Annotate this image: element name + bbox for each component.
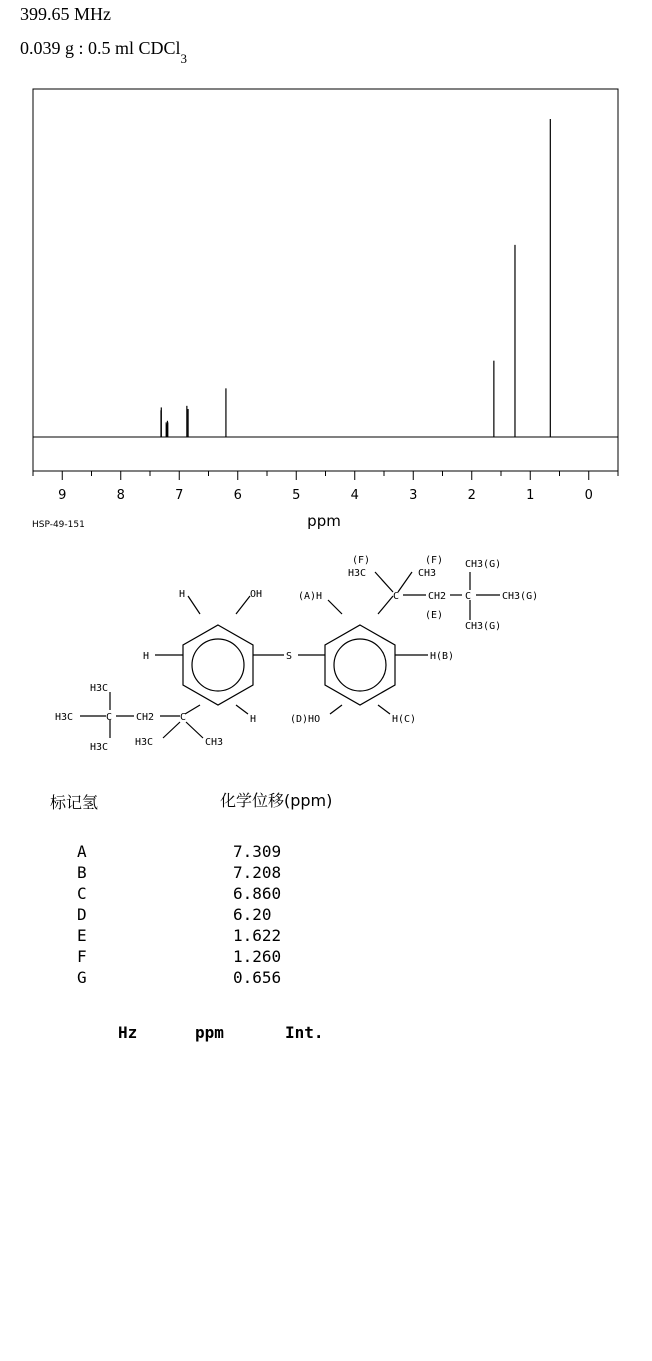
struct-c-quat1: C (393, 591, 400, 602)
x-tick-label: 1 (526, 488, 535, 503)
struct-f2: (F) (425, 555, 444, 566)
ring-right (325, 625, 395, 705)
x-tick-label: 4 (350, 488, 359, 503)
struct-d-ho: (D)HO (290, 714, 321, 725)
assignment-shift: 6.20 (233, 905, 272, 924)
x-tick-label: 7 (175, 488, 184, 503)
x-tick-label: 2 (467, 488, 476, 503)
peak-header-ppm: ppm (195, 1023, 224, 1042)
struct-ch3-f: CH3 (418, 568, 437, 579)
x-tick-label: 8 (116, 488, 125, 503)
struct-h3c-l2: H3C (55, 712, 74, 723)
assignment-shift: 1.260 (233, 947, 282, 966)
assignment-label: E (77, 926, 87, 945)
x-tick-label: 0 (584, 488, 593, 503)
struct-c-left2: C (180, 712, 187, 723)
x-tick-label: 5 (292, 488, 301, 503)
assignment-header-label: 标记氢 (50, 793, 99, 812)
struct-ch3-left: CH3 (205, 737, 224, 748)
struct-ch2-left: CH2 (136, 712, 155, 723)
x-axis-label: ppm (307, 512, 341, 530)
struct-h3c-l1: H3C (90, 683, 109, 694)
assignment-shift: 6.860 (233, 884, 282, 903)
spectrum-code: HSP-49-151 (32, 520, 85, 530)
assignment-shift: 0.656 (233, 968, 282, 987)
ring-right-aromatic (334, 639, 386, 691)
x-tick-label: 6 (233, 488, 242, 503)
assignment-shift: 7.208 (233, 863, 282, 882)
struct-oh: OH (250, 589, 263, 600)
struct-e: (E) (425, 610, 444, 621)
peak-header-hz: Hz (118, 1023, 138, 1042)
peak-header-int: Int. (285, 1023, 324, 1042)
struct-ch2-right: CH2 (428, 591, 447, 602)
assignment-shift: 7.309 (233, 842, 282, 861)
assignment-label: C (77, 884, 87, 903)
struct-a-h: (A)H (298, 591, 323, 602)
assignment-label: A (77, 842, 87, 861)
struct-h3c-l3: H3C (90, 742, 109, 753)
struct-h-b: H(B) (430, 651, 455, 662)
struct-h-top-left: H (179, 589, 186, 600)
assignment-label: D (77, 905, 87, 924)
sample-subscript: 3 (180, 50, 188, 66)
x-tick-label: 3 (409, 488, 418, 503)
struct-h-c: H(C) (392, 714, 417, 725)
assignment-label: G (77, 968, 87, 987)
sample-main: 0.039 g : 0.5 ml CDCl (20, 38, 181, 58)
x-tick-label: 9 (58, 488, 67, 503)
struct-h3c-f: H3C (348, 568, 367, 579)
assignment-shift: 1.622 (233, 926, 282, 945)
struct-c-quat2: C (465, 591, 472, 602)
assignment-label: F (77, 947, 87, 966)
struct-c-left: C (106, 712, 113, 723)
struct-ch3-g1: CH3(G) (465, 559, 502, 570)
ring-left (183, 625, 253, 705)
struct-ch3-g3: CH3(G) (465, 621, 502, 632)
struct-s: S (286, 651, 293, 662)
struct-ch3-g2: CH3(G) (502, 591, 539, 602)
struct-h3c-l4: H3C (135, 737, 154, 748)
assignment-header-shift: 化学位移(ppm) (220, 791, 333, 810)
struct-h-bottom: H (250, 714, 257, 725)
struct-h-left: H (143, 651, 150, 662)
assignment-label: B (77, 863, 87, 882)
struct-f1: (F) (352, 555, 371, 566)
ring-left-aromatic (192, 639, 244, 691)
spectrometer-frequency: 399.65 MHz (20, 4, 111, 24)
